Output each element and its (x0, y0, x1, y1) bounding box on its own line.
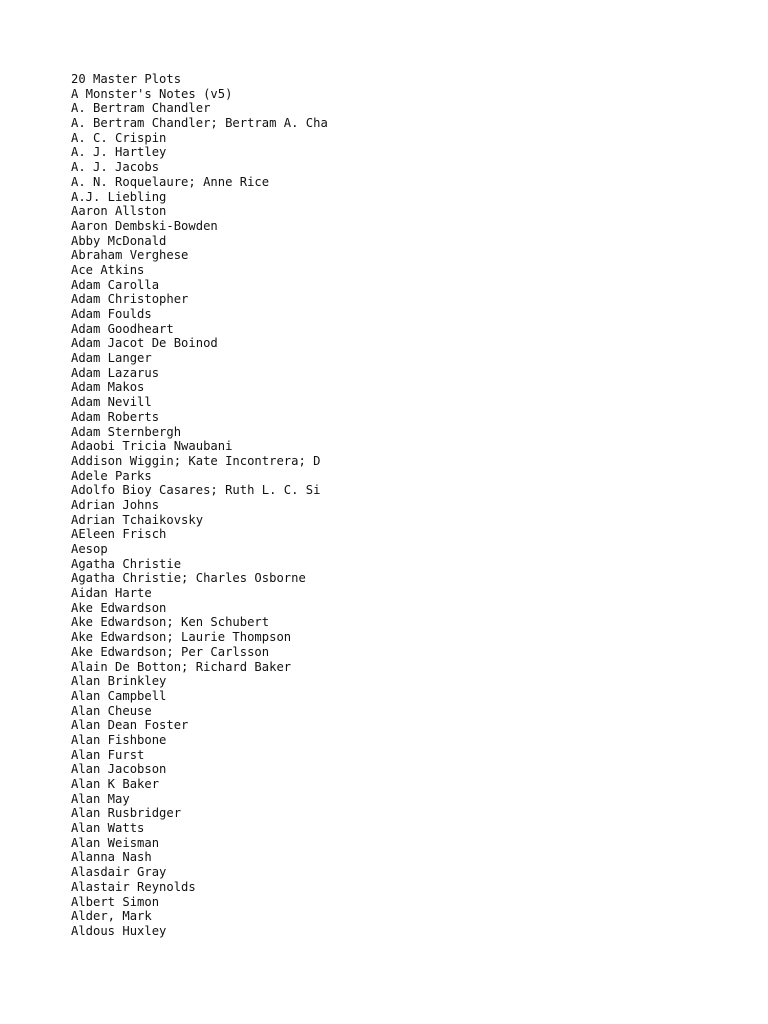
list-item: Alastair Reynolds (71, 879, 196, 894)
list-item: Ake Edwardson; Per Carlsson (71, 644, 270, 659)
list-item: A. J. Jacobs (71, 160, 160, 175)
list-item: Adrian Johns (71, 497, 160, 512)
list-item: Alain De Botton; Richard Baker (71, 659, 292, 674)
list-item: A. N. Roquelaure; Anne Rice (71, 174, 270, 189)
list-item: Adam Goodheart (71, 321, 174, 336)
list-item: Adaobi Tricia Nwaubani (71, 439, 233, 454)
list-item: Albert Simon (71, 894, 160, 909)
author-list (71, 72, 328, 939)
list-item: Abraham Verghese (71, 248, 189, 263)
list-item: Adam Foulds (71, 307, 152, 321)
list-item: A.J. Liebling (71, 189, 167, 204)
list-item: Ace Atkins (71, 262, 145, 277)
list-item: Alan Jacobson (71, 762, 167, 777)
list-item: Adrian Tchaikovsky (71, 512, 204, 527)
list-item: Alan K Baker (71, 777, 160, 791)
list-item: Agatha Christie (71, 556, 182, 571)
list-item: 20 Master Plots (71, 72, 182, 86)
list-item: A. Bertram Chandler (71, 101, 211, 116)
list-item: A. J. Hartley (71, 145, 167, 160)
list-item: Aaron Dembski-Bowden (71, 218, 218, 233)
list-item: Aldous Huxley (71, 923, 167, 938)
list-item: Alan Weisman (71, 835, 160, 850)
list-item: Alan Cheuse (71, 703, 152, 718)
list-item: Adam Nevill (71, 395, 152, 410)
list-item: Adam Carolla (71, 277, 160, 292)
list-item: Aidan Harte (71, 586, 152, 601)
list-item: Alan Furst (71, 747, 145, 762)
list-item: Ake Edwardson; Laurie Thompson (71, 630, 292, 645)
list-item: Alan Dean Foster (71, 718, 189, 733)
list-item: A. C. Crispin (71, 130, 167, 145)
list-item: Addison Wiggin; Kate Incontrera; D (71, 453, 321, 468)
list-item: Adam Roberts (71, 409, 160, 424)
list-item: Aaron Allston (71, 204, 167, 219)
list-item: Alasdair Gray (71, 865, 167, 880)
list-item: Alan Campbell (71, 688, 167, 703)
list-item: Adam Jacot De Boinod (71, 336, 218, 351)
list-item: Adam Christopher (71, 292, 189, 307)
list-item: Agatha Christie; Charles Osborne (71, 571, 306, 586)
list-item: Alanna Nash (71, 850, 152, 865)
list-item: Abby McDonald (71, 233, 167, 248)
list-item: Alan Brinkley (71, 674, 167, 689)
list-item: Ake Edwardson (71, 600, 167, 615)
list-item: Alan Fishbone (71, 732, 167, 747)
list-item: A Monster's Notes (v5) (71, 86, 233, 101)
list-item: Alan May (71, 791, 130, 806)
list-item: Adolfo Bioy Casares; Ruth L. C. Si (71, 483, 321, 498)
list-item: Alan Watts (71, 821, 145, 836)
list-item: Adam Makos (71, 380, 145, 395)
list-item: A. Bertram Chandler; Bertram A. Cha (71, 116, 328, 131)
list-item: Alan Rusbridger (71, 806, 182, 821)
list-item: Adam Sternbergh (71, 424, 182, 439)
list-item: Adam Langer (71, 351, 152, 366)
list-item: Ake Edwardson; Ken Schubert (71, 615, 270, 630)
list-item: Alder, Mark (71, 909, 152, 924)
list-item: Aesop (71, 542, 108, 556)
list-item: Adam Lazarus (71, 365, 160, 380)
list-item: Adele Parks (71, 468, 152, 483)
list-item: AEleen Frisch (71, 527, 167, 542)
